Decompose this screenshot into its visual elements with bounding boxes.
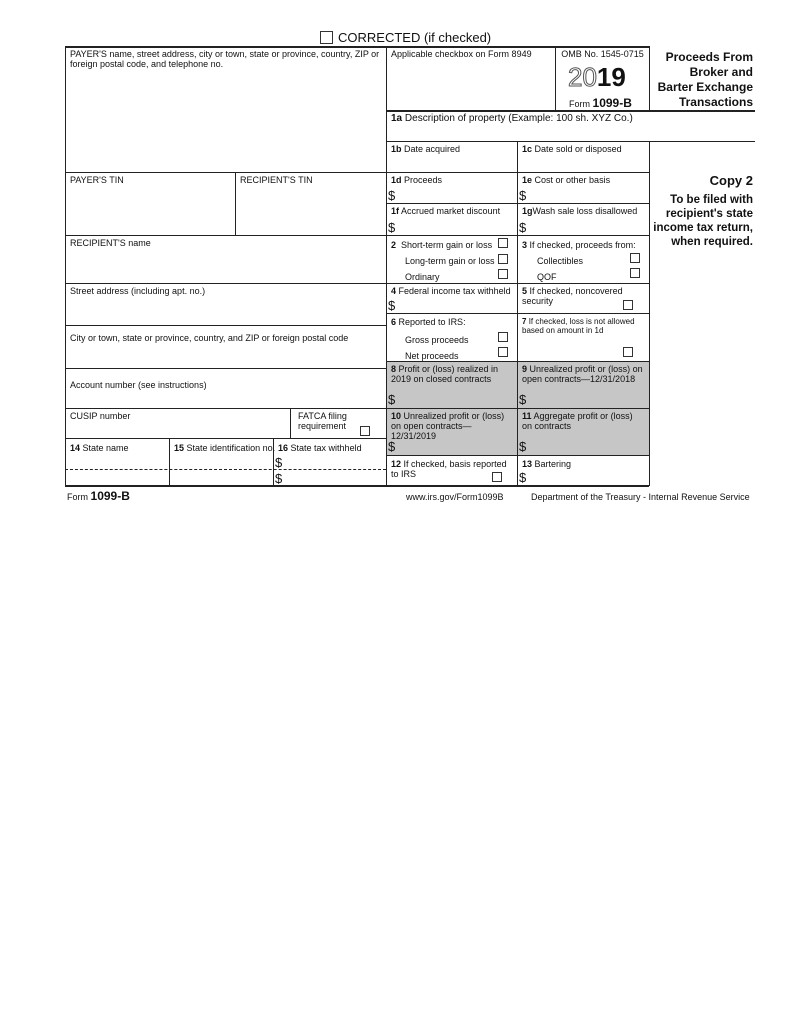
box-11-aggregate-profit[interactable]: 11 Aggregate profit or (loss) on contracts	[522, 411, 633, 431]
recipient-tin-field[interactable]: RECIPIENT'S TIN	[240, 175, 313, 185]
box-7-label: 7 If checked, loss is not allowed based on amount in 1d	[522, 317, 635, 335]
fatca-label: FATCA filing requirement	[298, 411, 347, 431]
divider	[65, 368, 386, 369]
divider	[517, 141, 518, 486]
long-term-label: Long-term gain or loss	[405, 256, 495, 266]
box-12-label: 12 If checked, basis reported to IRS	[391, 459, 507, 479]
box-16-state-tax[interactable]: 16 State tax withheld	[278, 443, 362, 453]
box-1b-date-acquired[interactable]: 1b Date acquired	[391, 144, 461, 154]
copy-title: Copy 2	[709, 173, 753, 188]
box-3-label: 3 If checked, proceeds from:	[522, 240, 636, 250]
footer-url[interactable]: www.irs.gov/Form1099B	[406, 492, 504, 502]
dollar-sign: $	[388, 439, 396, 454]
box-1c-date-sold[interactable]: 1c Date sold or disposed	[522, 144, 622, 154]
loss-not-allowed-checkbox[interactable]	[623, 347, 633, 357]
box-4-federal-tax-withheld[interactable]: 4 Federal income tax withheld	[391, 286, 511, 296]
divider	[65, 438, 386, 439]
collectibles-label: Collectibles	[537, 256, 584, 266]
box-2-label: 2 Short-term gain or loss	[391, 240, 493, 250]
dollar-sign: $	[519, 392, 527, 407]
net-proceeds-label: Net proceeds	[405, 351, 459, 361]
gross-proceeds-checkbox[interactable]	[498, 332, 508, 342]
dollar-sign: $	[388, 220, 396, 235]
form-name: Form 1099-B	[569, 96, 632, 110]
divider	[290, 408, 291, 438]
gross-proceeds-label: Gross proceeds	[405, 335, 469, 345]
box-14-state-name[interactable]: 14 State name	[70, 443, 129, 453]
box-1d-proceeds[interactable]: 1d Proceeds	[391, 175, 443, 185]
basis-reported-checkbox[interactable]	[492, 472, 502, 482]
box-8-profit-closed[interactable]: 8 Profit or (loss) realized in 2019 on closed contracts	[391, 364, 499, 384]
form-8949-checkbox-field[interactable]: Applicable checkbox on Form 8949	[391, 49, 532, 59]
cusip-field[interactable]: CUSIP number	[70, 411, 131, 421]
corrected-checkbox[interactable]	[320, 31, 333, 44]
dollar-sign: $	[275, 471, 283, 486]
copy-instructions: To be filed with recipient's state income tax return, when required.	[653, 194, 753, 248]
dollar-sign: $	[275, 455, 283, 470]
form-title: Proceeds From Broker and Barter Exchange Transactions	[657, 50, 753, 109]
dollar-sign: $	[519, 220, 527, 235]
corrected-label: CORRECTED (if checked)	[338, 30, 492, 45]
qof-checkbox[interactable]	[630, 268, 640, 278]
account-number-field[interactable]: Account number (see instructions)	[70, 380, 207, 390]
footer-department: Department of the Treasury - Internal Revenue Service	[531, 492, 750, 502]
box-5-label: 5 If checked, noncovered security	[522, 286, 623, 306]
box-6-label: 6 Reported to IRS:	[391, 317, 466, 327]
box-9-unrealized-2018[interactable]: 9 Unrealized profit or (loss) on open contracts—12/31/2018	[522, 364, 643, 384]
omb-number: OMB No. 1545-0715	[561, 49, 644, 59]
box-1a-description[interactable]: 1a Description of property (Example: 100 sh. XYZ Co.)	[391, 113, 633, 124]
dollar-sign: $	[519, 439, 527, 454]
payer-info-field[interactable]: PAYER'S name, street address, city or town, state or province, country, ZIP or foreign postal code, and telephone no.	[70, 49, 380, 69]
collectibles-checkbox[interactable]	[630, 253, 640, 263]
divider	[65, 325, 386, 326]
ordinary-label: Ordinary	[405, 272, 440, 282]
net-proceeds-checkbox[interactable]	[498, 347, 508, 357]
short-term-checkbox[interactable]	[498, 238, 508, 248]
street-address-field[interactable]: Street address (including apt. no.)	[70, 286, 206, 296]
dollar-sign: $	[388, 188, 396, 203]
box-1g-wash-sale[interactable]: 1gWash sale loss disallowed	[522, 206, 638, 216]
long-term-checkbox[interactable]	[498, 254, 508, 264]
dollar-sign: $	[519, 470, 527, 485]
qof-label: QOF	[537, 272, 557, 282]
box-1f-accrued-discount[interactable]: 1f Accrued market discount	[391, 206, 501, 216]
dollar-sign: $	[388, 392, 396, 407]
tax-year: 2019	[568, 62, 626, 92]
box-13-bartering[interactable]: 13 Bartering	[522, 459, 572, 469]
divider	[65, 485, 649, 487]
noncovered-security-checkbox[interactable]	[623, 300, 633, 310]
box-1e-cost-basis[interactable]: 1e Cost or other basis	[522, 175, 611, 185]
city-state-zip-field[interactable]: City or town, state or province, country, and ZIP or foreign postal code	[70, 333, 349, 343]
box-10-unrealized-2019[interactable]: 10 Unrealized profit or (loss) on open contracts—12/31/2019	[391, 411, 505, 441]
box-15-state-id[interactable]: 15 State identification no.	[174, 443, 276, 453]
dollar-sign: $	[519, 188, 527, 203]
footer-form-name: Form 1099-B	[67, 489, 130, 503]
dashed-divider	[65, 469, 386, 470]
recipient-name-field[interactable]: RECIPIENT'S name	[70, 238, 151, 248]
payer-tin-field[interactable]: PAYER'S TIN	[70, 175, 124, 185]
fatca-checkbox[interactable]	[360, 426, 370, 436]
dollar-sign: $	[388, 298, 396, 313]
ordinary-checkbox[interactable]	[498, 269, 508, 279]
